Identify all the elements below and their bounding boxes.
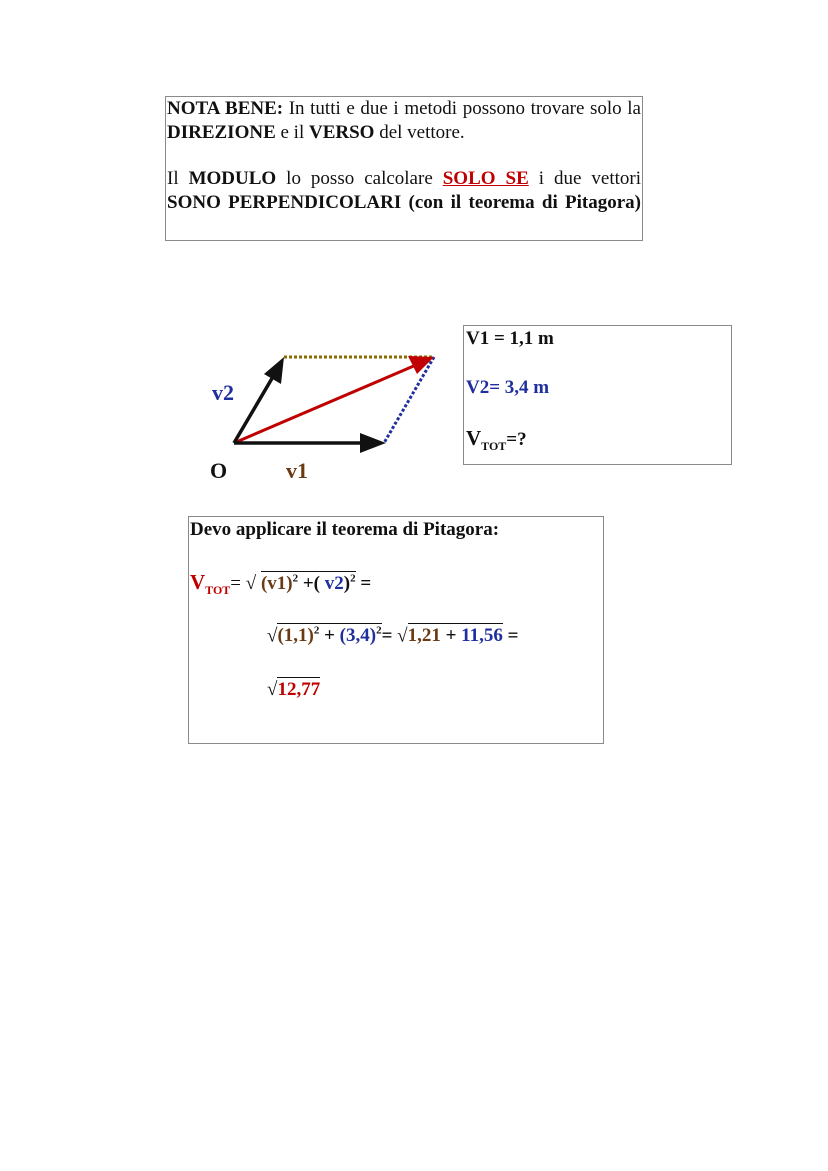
plus-sign: +	[319, 625, 340, 647]
value-1-1: (1,1)	[277, 625, 314, 647]
exponent: 2	[292, 572, 299, 585]
verso-word: VERSO	[309, 122, 375, 143]
parallelogram-svg	[200, 340, 450, 490]
value-3-4: (3,4)	[339, 625, 377, 647]
calculation-box	[188, 516, 604, 744]
exponent: 2	[350, 572, 356, 585]
equals-end: =	[502, 625, 519, 647]
plus-sign: +	[440, 625, 462, 647]
v1-value: V1 = 1,1 m	[466, 328, 554, 349]
perpendicolari-text: SONO PERPENDICOLARI (con il teorema di Pitagora)	[167, 192, 641, 213]
root-overline-1	[261, 571, 356, 594]
vtot-subscript: TOT	[481, 439, 507, 453]
equals-root: = √	[230, 573, 261, 594]
formula-line-3	[267, 679, 320, 701]
exponent: 2	[376, 625, 382, 637]
formula-line-1	[190, 570, 371, 598]
root-overline-2	[277, 623, 381, 646]
v2-arrowhead	[264, 357, 284, 384]
value-11-56: 11,56	[461, 625, 503, 647]
solo-se-word: SOLO SE	[442, 168, 529, 189]
direzione-word: DIREZIONE	[167, 122, 276, 143]
nota-text: i due vettori	[528, 168, 641, 189]
nota-text: Il	[167, 168, 189, 189]
resultant-vector	[234, 365, 416, 443]
nota-label: NOTA BENE:	[167, 98, 284, 119]
value-1-21: 1,21	[407, 625, 441, 647]
root-overline-3	[408, 623, 503, 646]
nota-paragraph-2	[167, 167, 641, 215]
v1-label: v1	[286, 458, 308, 483]
vtot-letter: V	[466, 426, 482, 450]
nota-bene-box	[165, 96, 643, 241]
equals-end: =	[355, 573, 372, 594]
nota-text: del vettore.	[374, 122, 465, 143]
exponent: 2	[313, 625, 320, 637]
plus-sign: +(	[298, 573, 325, 594]
nota-paragraph-1	[167, 97, 641, 145]
vector-diagram	[200, 340, 450, 490]
resultant-arrowhead	[408, 356, 434, 374]
data-box	[463, 325, 732, 465]
nota-text: e il	[275, 122, 309, 143]
close-paren: )	[343, 573, 351, 594]
vtot-rest: =?	[506, 429, 527, 450]
root-symbol: √	[267, 625, 278, 647]
modulo-word: MODULO	[188, 168, 277, 189]
calc-heading: Devo applicare il teorema di Pitagora:	[190, 519, 500, 540]
nota-text: In tutti e due i metodi possono trovare solo la	[283, 98, 641, 119]
formula-line-2	[267, 625, 518, 647]
vtot-question	[466, 426, 527, 454]
root-symbol: √	[397, 625, 408, 647]
origin-label: O	[210, 458, 228, 483]
v2-label: v2	[212, 380, 234, 405]
v1-arrowhead	[360, 433, 386, 453]
v2-value: V2= 3,4 m	[466, 377, 550, 398]
dotted-side-line	[384, 357, 434, 443]
v1-term: (v1)	[260, 573, 293, 594]
v2-term: v2	[324, 573, 344, 594]
vtot-subscript: TOT	[205, 583, 231, 597]
value-12-77: 12,77	[277, 679, 321, 700]
vtot-letter: V	[190, 570, 206, 594]
nota-text: lo posso calcolare	[276, 168, 443, 189]
equals-sign: =	[381, 625, 398, 647]
root-symbol: √	[267, 679, 278, 700]
